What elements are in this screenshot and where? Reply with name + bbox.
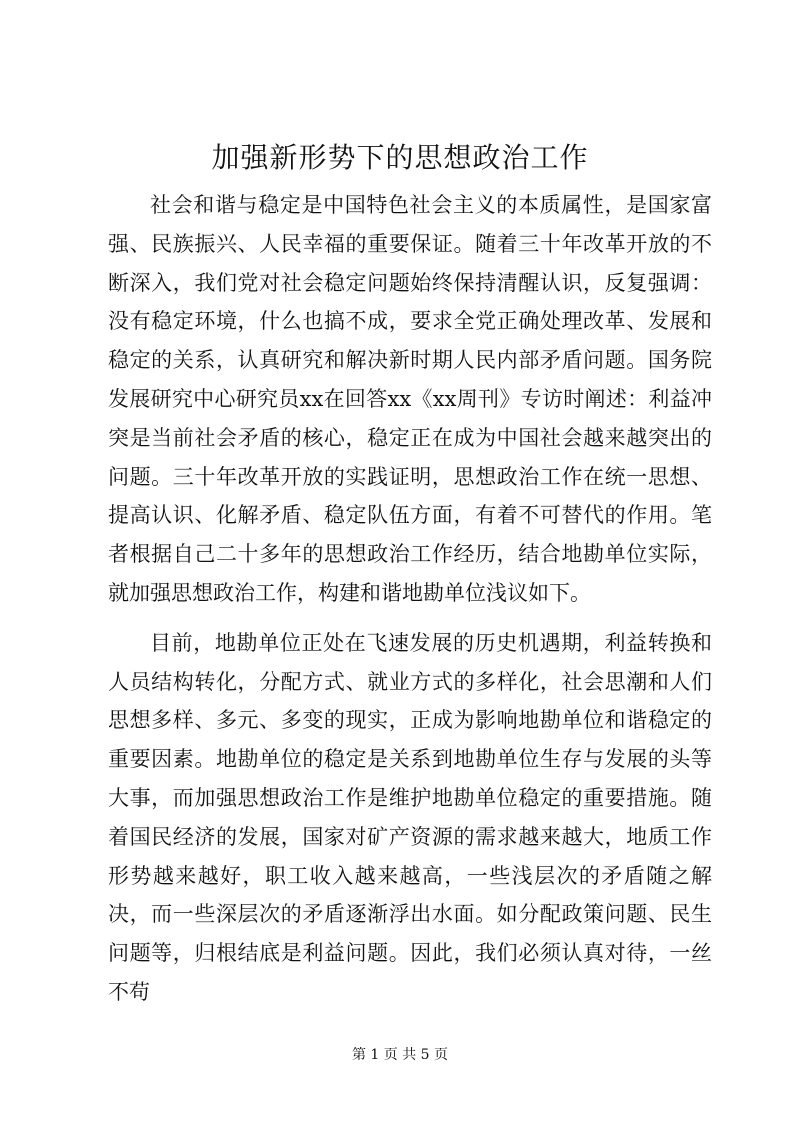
page-number-footer: 第 1 页 共 5 页 bbox=[351, 1047, 449, 1063]
document-title: 加强新形势下的思想政治工作 bbox=[211, 141, 589, 174]
paragraph: 目前，地勘单位正处在飞速发展的历史机遇期，利益转换和人员结构转化，分配方式、就业方式的多样化，社会思潮和人们思想多样、多元、多变的现实，正成为影响地勘单位和谐稳定的重要因素。地勘单位的稳定是关系到地勘单位生存与发展的头等大事，而加强思想政治工作是维护地勘单位稳定的重要措施。随着国民经济的发展，国家对矿产资源的需求越来越大，地质工作形势越来越好，职工收入越来越高，一些浅层次的矛盾随之解决，而一些深层次的矛盾逐渐浮出水面。如分配政策问题、民生问题等，归根结底是利益问题。因此，我们必须认真对待，一丝不苟 bbox=[108, 630, 712, 1004]
paragraph: 社会和谐与稳定是中国特色社会主义的本质属性，是国家富强、民族振兴、人民幸福的重要保证。随着三十年改革开放的不断深入，我们党对社会稳定问题始终保持清醒认识，反复强调：没有稳定环境，什么也搞不成，要求全党正确处理改革、发展和稳定的关系，认真研究和解决新时期人民内部矛盾问题。国务院发展研究中心研究员xx在回答xx《xx周刊》专访时阐述：利益冲突是当前社会矛盾的核心，稳定正在成为中国社会越来越突出的问题。三十年改革开放的实践证明，思想政治工作在统一思想、提高认识、化解矛盾、稳定队伍方面，有着不可替代的作用。笔者根据自己二十多年的思想政治工作经历，结合地勘单位实际，就加强思想政治工作，构建和谐地勘单位浅议如下。 bbox=[108, 193, 712, 605]
document-body bbox=[108, 186, 712, 1012]
